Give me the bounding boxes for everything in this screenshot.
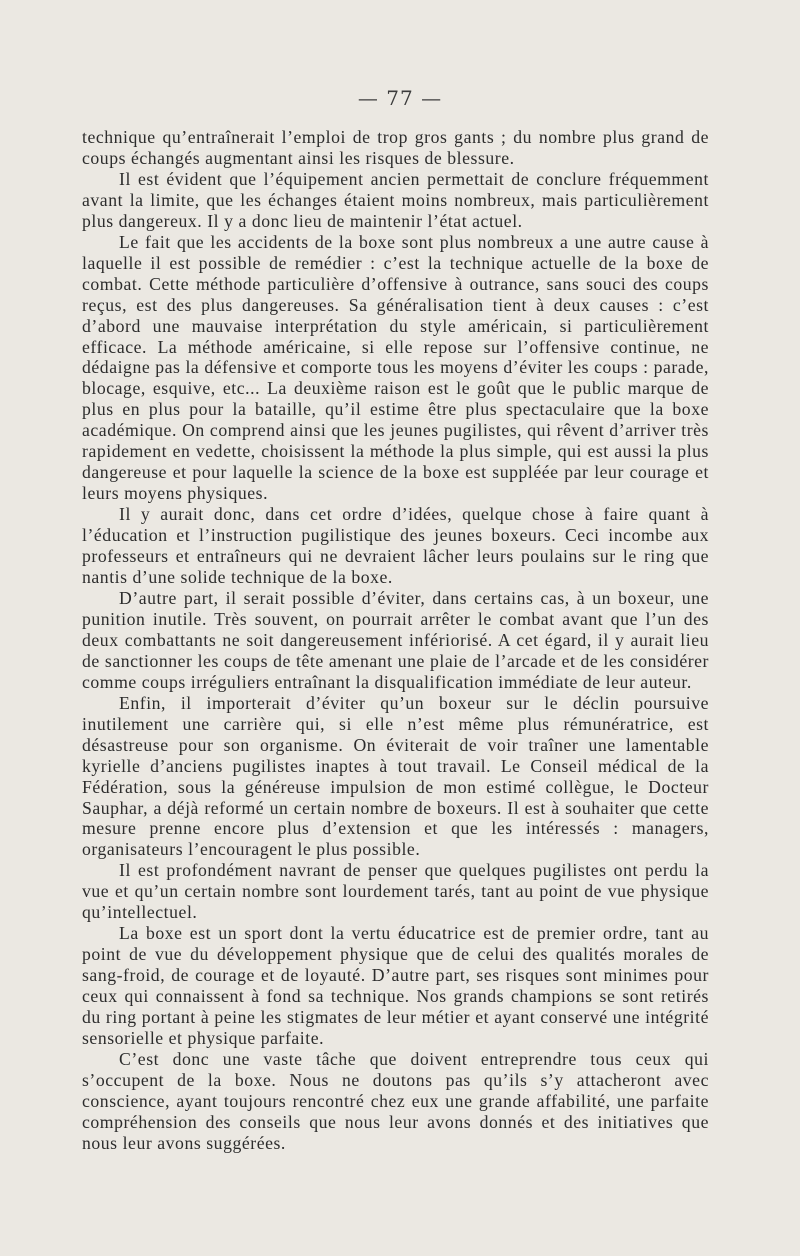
- paragraph: C’est donc une vaste tâche que doivent entreprendre tous ceux qui s’occupent de la boxe. Nous ne doutons pas qu’ils s’y attacheront avec conscience, ayant toujours rencontré chez eux une grande affabilité, une parfaite compréhension des conseils que nous leur avons donnés et des initiatives que nous leur avons suggérées.: [82, 1048, 709, 1153]
- body-text: [82, 127, 709, 1154]
- paragraph: D’autre part, il serait possible d’éviter, dans certains cas, à un boxeur, une punition inutile. Très souvent, on pourrait arrêter le combat avant que l’un des deux combattants ne soit dangereusement infériorisé. A cet égard, il y aurait lieu de sanctionner les coups de tête amenant une plaie de l’arcade et de les considérer comme coups irréguliers entraînant la disqualification immédiate de leur auteur.: [82, 587, 709, 692]
- paragraph: Il est évident que l’équipement ancien permettait de conclure fréquemment avant la limite, que les échanges étaient moins nombreux, mais particulièrement plus dangereux. Il y a donc lieu de maintenir l’état actuel.: [82, 168, 709, 231]
- page-number: — 77 —: [357, 86, 443, 110]
- paragraph: La boxe est un sport dont la vertu éducatrice est de premier ordre, tant au point de vue du développement physique que de celui des qualités morales de sang-froid, de courage et de loyauté. D’autre part, ses risques sont minimes pour ceux qui connaissent à fond sa technique. Nos grands champions se sont retirés du ring portant à peine les stigmates de leur métier et ayant conservé une intégrité sensorielle et physique parfaite.: [82, 923, 709, 1048]
- paragraph: technique qu’entraînerait l’emploi de trop gros gants ; du nombre plus grand de coups échangés augmentant ainsi les risques de blessure.: [82, 127, 709, 168]
- paragraph: Enfin, il importerait d’éviter qu’un boxeur sur le déclin poursuive inutilement une carrière qui, si elle n’est même plus rémunératrice, est désastreuse pour son organisme. On éviterait de voir traîner une lamentable kyrielle d’anciens pugilistes inaptes à tout travail. Le Conseil médical de la Fédération, sous la généreuse impulsion de mon estimé collègue, le Docteur Sauphar, a déjà reformé un certain nombre de boxeurs. Il est à souhaiter que cette mesure prenne encore plus d’extension et que les intéressés : managers, organisateurs l’encouragent le plus possible.: [82, 692, 709, 860]
- paragraph: Le fait que les accidents de la boxe sont plus nombreux a une autre cause à laquelle il est possible de remédier : c’est la technique actuelle de la boxe de combat. Cette méthode particulière d’offensive à outrance, sans souci des coups reçus, est des plus dangereuses. Sa généralisation tient à deux causes : c’est d’abord une mauvaise interprétation du style américain, si particulièrement efficace. La méthode américaine, si elle repose sur l’offensive continue, ne dédaigne pas la défensive et comporte tous les moyens d’éviter les coups : parade, blocage, esquive, etc... La deuxième raison est le goût que le public marque de plus en plus pour la bataille, qu’il estime être plus spectaculaire que la boxe académique. On comprend ainsi que les jeunes pugilistes, qui rêvent d’arriver très rapidement en vedette, choisissent la méthode la plus simple, qui est aussi la plus dangereuse et pour laquelle la science de la boxe est suppléée par leur courage et leurs moyens physiques.: [82, 231, 709, 504]
- paragraph: Il est profondément navrant de penser que quelques pugilistes ont perdu la vue et qu’un certain nombre sont lourdement tarés, tant au point de vue physique qu’intellectuel.: [82, 860, 709, 923]
- paragraph: Il y aurait donc, dans cet ordre d’idées, quelque chose à faire quant à l’éducation et l’instruction pugilistique des jeunes boxeurs. Ceci incombe aux professeurs et entraîneurs qui ne devraient lâcher leurs poulains sur le ring que nantis d’une solide technique de la boxe.: [82, 504, 709, 588]
